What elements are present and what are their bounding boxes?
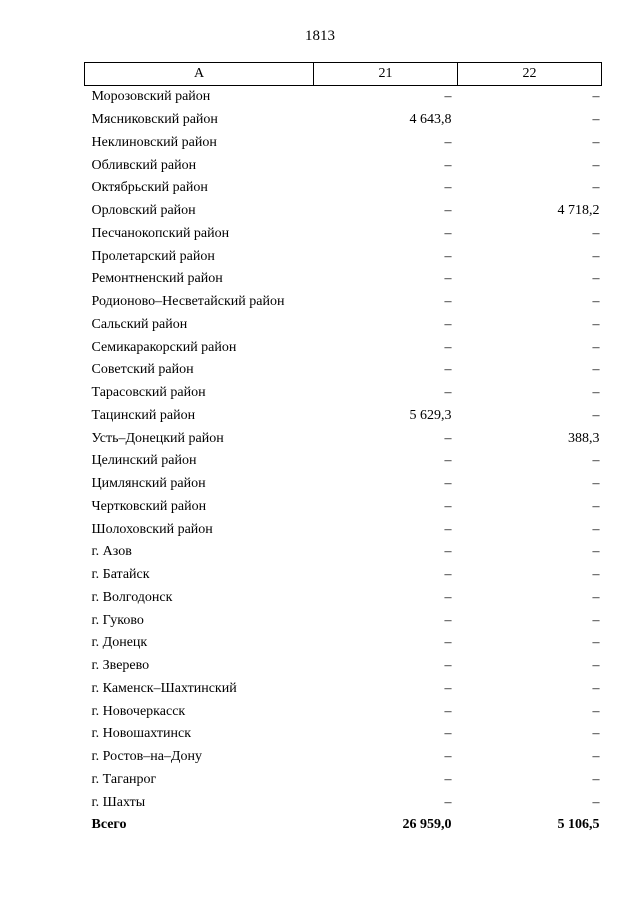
value-21-cell: –: [444, 271, 452, 287]
table-row: [85, 132, 602, 155]
value-21-cell: –: [444, 544, 452, 560]
value-22-cell: –: [592, 726, 600, 742]
value-21-cell: 5 629,3: [409, 407, 452, 423]
row-name-cell: Семикаракорский район: [91, 339, 237, 355]
row-name-cell: Тацинский район: [91, 407, 196, 423]
value-22-cell: –: [592, 453, 600, 469]
value-22-cell: –: [592, 339, 600, 355]
value-22-cell: –: [592, 612, 600, 628]
row-name-cell: Мясниковский район: [91, 112, 218, 128]
value-22-cell: –: [592, 703, 600, 719]
table-row: [85, 200, 602, 223]
table-row: [85, 632, 602, 655]
row-name-cell: Родионово–Несветайский район: [91, 294, 285, 310]
row-name-cell: Обливский район: [91, 157, 197, 173]
row-name-cell: г. Гуково: [91, 612, 144, 628]
value-22-cell: –: [592, 362, 600, 378]
value-21-cell: –: [444, 680, 452, 696]
value-21-cell: –: [444, 726, 452, 742]
row-name-cell: Пролетарский район: [91, 248, 215, 264]
table-row: [85, 655, 602, 678]
table-row: [85, 177, 602, 200]
value-21-cell: –: [444, 658, 452, 674]
table-row: [85, 359, 602, 382]
value-21-cell: –: [444, 612, 452, 628]
value-21-cell: –: [444, 498, 452, 514]
value-21-cell: –: [444, 134, 452, 150]
row-name-cell: Чертковский район: [91, 498, 207, 514]
value-22-cell: –: [592, 680, 600, 696]
value-21-cell: –: [444, 749, 452, 765]
value-21-cell: –: [444, 453, 452, 469]
table-row: [85, 336, 602, 359]
value-21-cell: –: [444, 362, 452, 378]
row-name-cell: г. Таганрог: [91, 771, 157, 787]
row-name-cell: Тарасовский район: [91, 385, 206, 401]
table-row: [85, 769, 602, 792]
table-row: [85, 268, 602, 291]
value-22-cell: –: [592, 385, 600, 401]
row-name-cell: Целинский район: [91, 453, 197, 469]
value-22-cell: –: [592, 407, 600, 423]
value-22-cell: –: [592, 476, 600, 492]
row-name-cell: г. Донецк: [91, 635, 148, 651]
row-name-cell: Ремонтненский район: [91, 271, 223, 287]
value-22-cell: 388,3: [568, 430, 600, 446]
value-22-cell: 4 718,2: [557, 203, 600, 219]
value-22-cell: –: [592, 794, 600, 810]
row-name-cell: г. Азов: [91, 544, 132, 560]
value-21-cell: –: [444, 567, 452, 583]
value-21-cell: –: [444, 794, 452, 810]
table-row: [85, 723, 602, 746]
value-21-cell: –: [444, 635, 452, 651]
value-21-cell: –: [444, 225, 452, 241]
column-header-21: 21: [314, 63, 458, 86]
value-21-cell: –: [444, 248, 452, 264]
table-row: [85, 518, 602, 541]
value-21-cell: –: [444, 157, 452, 173]
table-row: [85, 700, 602, 723]
table-row: [85, 746, 602, 769]
table-row: [85, 154, 602, 177]
table-row: [85, 564, 602, 587]
budget-table: [84, 62, 602, 837]
table-row: [85, 496, 602, 519]
table-row: [85, 473, 602, 496]
row-name-cell: Неклиновский район: [91, 134, 217, 150]
column-header-22: 22: [458, 63, 602, 86]
value-21-cell: –: [444, 430, 452, 446]
value-21-cell: –: [444, 385, 452, 401]
table-row: [85, 587, 602, 610]
value-22-cell: –: [592, 749, 600, 765]
table-row: [85, 109, 602, 132]
value-21-cell: –: [444, 203, 452, 219]
row-name-cell: Песчанокопский район: [91, 225, 230, 241]
table-row: [85, 541, 602, 564]
table-row: [85, 427, 602, 450]
value-22-cell: –: [592, 635, 600, 651]
table-row: [85, 609, 602, 632]
row-name-cell: Октябрьский район: [91, 180, 208, 196]
value-22-cell: –: [592, 89, 600, 105]
row-name-cell: г. Новочеркасск: [91, 703, 186, 719]
table-row: [85, 382, 602, 405]
value-21-cell: –: [444, 771, 452, 787]
value-22-cell: –: [592, 112, 600, 128]
table-row: [85, 86, 602, 109]
column-header-name: А: [85, 63, 314, 86]
row-name-cell: Цимлянский район: [91, 476, 206, 492]
value-22-cell: –: [592, 771, 600, 787]
value-21-cell: –: [444, 316, 452, 332]
row-name-cell: г. Волгодонск: [91, 589, 173, 605]
table-row: [85, 791, 602, 814]
value-22-cell: –: [592, 180, 600, 196]
value-21-cell: –: [444, 89, 452, 105]
row-name-cell: г. Шахты: [91, 794, 146, 810]
value-22-cell: –: [592, 589, 600, 605]
table-row: [85, 245, 602, 268]
value-22-cell: –: [592, 567, 600, 583]
table-row: [85, 223, 602, 246]
table-body: [85, 86, 602, 837]
value-22-cell: –: [592, 658, 600, 674]
total-name-cell: Всего: [91, 817, 127, 833]
row-name-cell: г. Новошахтинск: [91, 726, 192, 742]
row-name-cell: Шолоховский район: [91, 521, 213, 537]
value-22-cell: –: [592, 521, 600, 537]
row-name-cell: Усть–Донецкий район: [91, 430, 224, 446]
value-21-cell: –: [444, 589, 452, 605]
value-21-cell: –: [444, 703, 452, 719]
value-22-cell: –: [592, 498, 600, 514]
row-name-cell: г. Ростов–на–Дону: [91, 749, 202, 765]
total-v21-cell: 26 959,0: [402, 817, 452, 833]
page-number: 1813: [305, 28, 335, 44]
total-row: [85, 814, 602, 837]
value-22-cell: –: [592, 225, 600, 241]
row-name-cell: г. Батайск: [91, 567, 150, 583]
value-22-cell: –: [592, 271, 600, 287]
table-row: [85, 314, 602, 337]
value-21-cell: –: [444, 476, 452, 492]
table-row: [85, 405, 602, 428]
table-row: [85, 291, 602, 314]
value-21-cell: –: [444, 294, 452, 310]
value-22-cell: –: [592, 294, 600, 310]
value-21-cell: –: [444, 521, 452, 537]
value-22-cell: –: [592, 248, 600, 264]
row-name-cell: Советский район: [91, 362, 194, 378]
value-22-cell: –: [592, 157, 600, 173]
row-name-cell: г. Зверево: [91, 658, 150, 674]
table-row: [85, 450, 602, 473]
row-name-cell: Орловский район: [91, 203, 196, 219]
value-21-cell: 4 643,8: [409, 112, 452, 128]
value-21-cell: –: [444, 339, 452, 355]
value-22-cell: –: [592, 544, 600, 560]
value-22-cell: –: [592, 134, 600, 150]
table-header-row: [85, 63, 602, 86]
row-name-cell: Морозовский район: [91, 89, 211, 105]
total-v22-cell: 5 106,5: [557, 817, 600, 833]
value-21-cell: –: [444, 180, 452, 196]
row-name-cell: Сальский район: [91, 316, 188, 332]
table-row: [85, 678, 602, 701]
row-name-cell: г. Каменск–Шахтинский: [91, 680, 237, 696]
value-22-cell: –: [592, 316, 600, 332]
